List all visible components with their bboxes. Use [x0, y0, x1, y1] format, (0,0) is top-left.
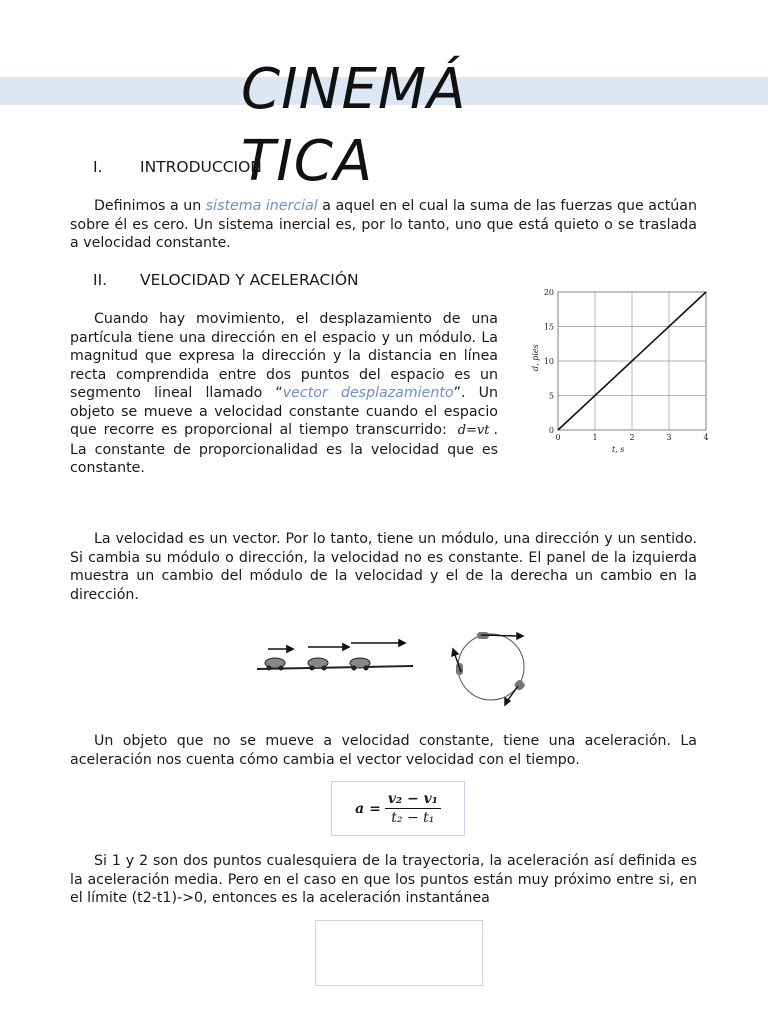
velocity-change-illustration: [255, 628, 545, 708]
term-link[interactable]: sistema inercial: [205, 198, 318, 214]
section-heading-velocity: [93, 271, 359, 289]
x-tick-label: 3: [666, 433, 672, 442]
velocity-arrow: [508, 686, 518, 700]
paragraph-displacement: [70, 310, 498, 478]
equation: d=vt: [457, 423, 490, 438]
text-run: . La constante de proporcionalidad es la velocidad que es constante.: [70, 422, 498, 476]
velocity-arrow: [481, 635, 517, 636]
x-axis-label: t, s: [612, 445, 625, 454]
section-title: INTRODUCCION: [140, 158, 262, 176]
arrow-head-icon: [343, 644, 349, 650]
text-run: Definimos a un: [94, 198, 206, 214]
arrow-head-icon: [452, 649, 458, 656]
formula-numerator: v₂ − v₁: [385, 791, 441, 809]
y-tick-label: 0: [548, 426, 554, 435]
page-title: CINEMÁ TICA: [241, 57, 467, 194]
formula-fraction: [385, 791, 441, 826]
paragraph-acceleration: Un objeto que no se mueve a velocidad constante, tiene una aceleración. La aceleración nos cuenta cómo cambia el vector velocidad con el tiempo.: [70, 733, 697, 768]
y-tick-label: 20: [543, 288, 554, 297]
arrow-head-icon: [399, 640, 405, 646]
text-run: ”. Un objeto se mueve a velocidad constante cuando el espacio que recorre es proporcional al tiempo transcurrido:: [70, 385, 498, 438]
y-tick-label: 5: [548, 391, 554, 401]
y-tick-label: 15: [543, 322, 554, 332]
formula-lhs: a =: [355, 800, 381, 817]
section-number: II.: [93, 271, 108, 289]
placeholder-formula-box: [315, 920, 483, 986]
text-run: Cuando hay movimiento, el desplazamiento de una partícula tiene una dirección en el espacio y un módulo. La magnitud que expresa la dirección y la distancia en línea recta comprendida entre dos puntos del espacio es un segmento lineal llamado “: [70, 311, 498, 401]
arrow-head-icon: [287, 646, 293, 652]
paragraph-mean-acceleration: Si 1 y 2 son dos puntos cualesquiera de la trayectoria, la aceleración así definida es la aceleración media. Pero en el caso en que los puntos están muy próximo entre si, en el límite (t2-t1)->0, entonces es la aceleración instantánea: [70, 853, 697, 906]
section-number: I.: [93, 158, 103, 176]
section-title: VELOCIDAD Y ACELERACIÓN: [140, 271, 359, 289]
paragraph-intro: [70, 197, 697, 253]
acceleration-formula: [331, 781, 465, 836]
paragraph-velocity-vector: La velocidad es un vector. Por lo tanto, tiene un módulo, una dirección y un sentido. Si cambia su módulo o dirección, la velocidad no es constante. El panel de la izquierda muestra un cambio del módulo de la velocidad y el de la derecha un cambio en la dirección.: [70, 531, 697, 603]
arrow-head-icon: [517, 633, 523, 639]
car-icon: [350, 658, 370, 671]
section-heading-intro: [93, 158, 262, 176]
term-link[interactable]: vector desplazamiento: [282, 385, 454, 401]
y-axis-label: d, pies: [531, 344, 540, 371]
x-tick-label: 2: [629, 433, 635, 442]
y-tick-label: 10: [543, 357, 554, 366]
circular-path: [458, 634, 524, 700]
x-tick-label: 1: [592, 433, 598, 442]
x-tick-label: 4: [703, 433, 709, 442]
circular-motion-panel: [452, 632, 526, 705]
distance-time-chart: [520, 284, 720, 464]
road-cars-panel: [257, 640, 413, 671]
formula-denominator: t₂ − t₁: [391, 810, 435, 826]
x-tick-label: 0: [555, 433, 561, 442]
text-run: a aquel en el cual la suma de las fuerzas que actúan sobre él es cero. Un sistema inercial es, por lo tanto, uno que está quieto o se traslada a velocidad constante.: [70, 198, 697, 251]
